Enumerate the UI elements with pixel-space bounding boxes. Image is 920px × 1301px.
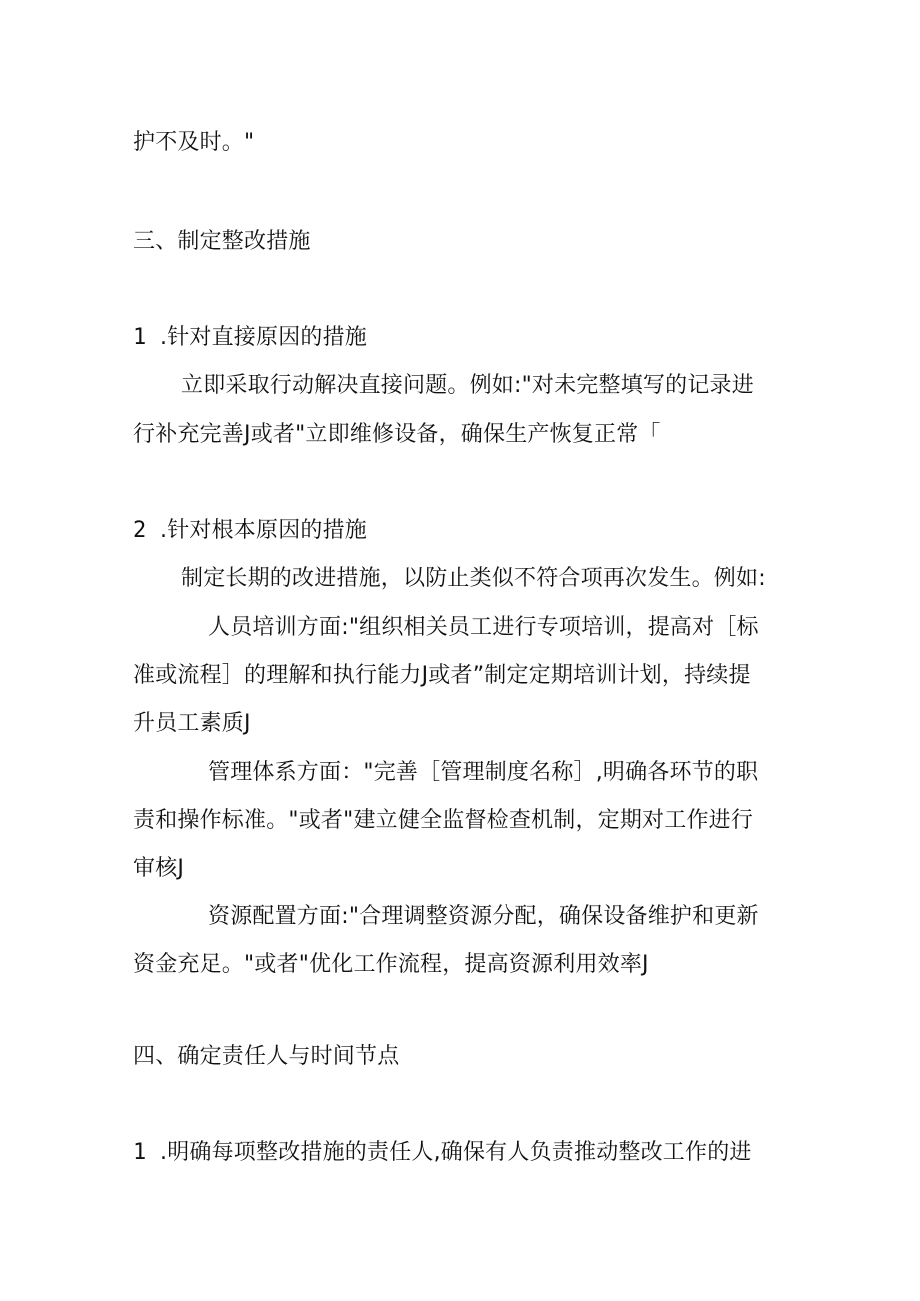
paragraph-resource-line-2: 资金充足。"或者"优化工作流程，提高资源利用效率J [133,952,649,977]
paragraph-direct-line-1: 立即采取行动解决直接问题。例如:"对未完整填写的记录进 [181,373,754,398]
paragraph-continuation: 护不及时。" [133,130,255,155]
item-number-1: 1 [133,325,147,350]
section-heading-3: 三、制定整改措施 [133,229,311,254]
paragraph-direct-line-2: 行补充完善J或者"立即维修设备，确保生产恢复正常「 [133,422,661,447]
item-number-1b: 1 [133,1140,147,1165]
item-title-root-cause: .针对根本原因的措施 [160,518,367,543]
paragraph-root-intro: 制定长期的改进措施，以防止类似不符合项再次发生。例如: [181,566,766,591]
paragraph-training-line-2: 准或流程］的理解和执行能力J或者”制定定期培训计划，持续提 [133,663,751,688]
paragraph-training-line-1: 人员培训方面:"组织相关员工进行专项培训，提高对［标 [208,615,759,640]
item-title-responsible: .明确每项整改措施的责任人,确保有人负责推动整改工作的进 [160,1140,752,1165]
paragraph-resource-line-1: 资源配置方面:"合理调整资源分配，确保设备维护和更新 [208,904,759,929]
paragraph-management-line-3: 审核J [133,856,185,881]
paragraph-management-line-1: 管理体系方面："完善［管理制度名称］,明确各环节的职 [208,760,759,785]
section-heading-4: 四、确定责任人与时间节点 [133,1044,400,1069]
item-number-2: 2 [133,518,147,543]
item-title-direct-cause: .针对直接原因的措施 [160,325,367,350]
paragraph-management-line-2: 责和操作标准。"或者"建立健全监督检查机制，定期对工作进行 [133,808,754,833]
paragraph-training-line-3: 升员工素质J [133,711,251,736]
